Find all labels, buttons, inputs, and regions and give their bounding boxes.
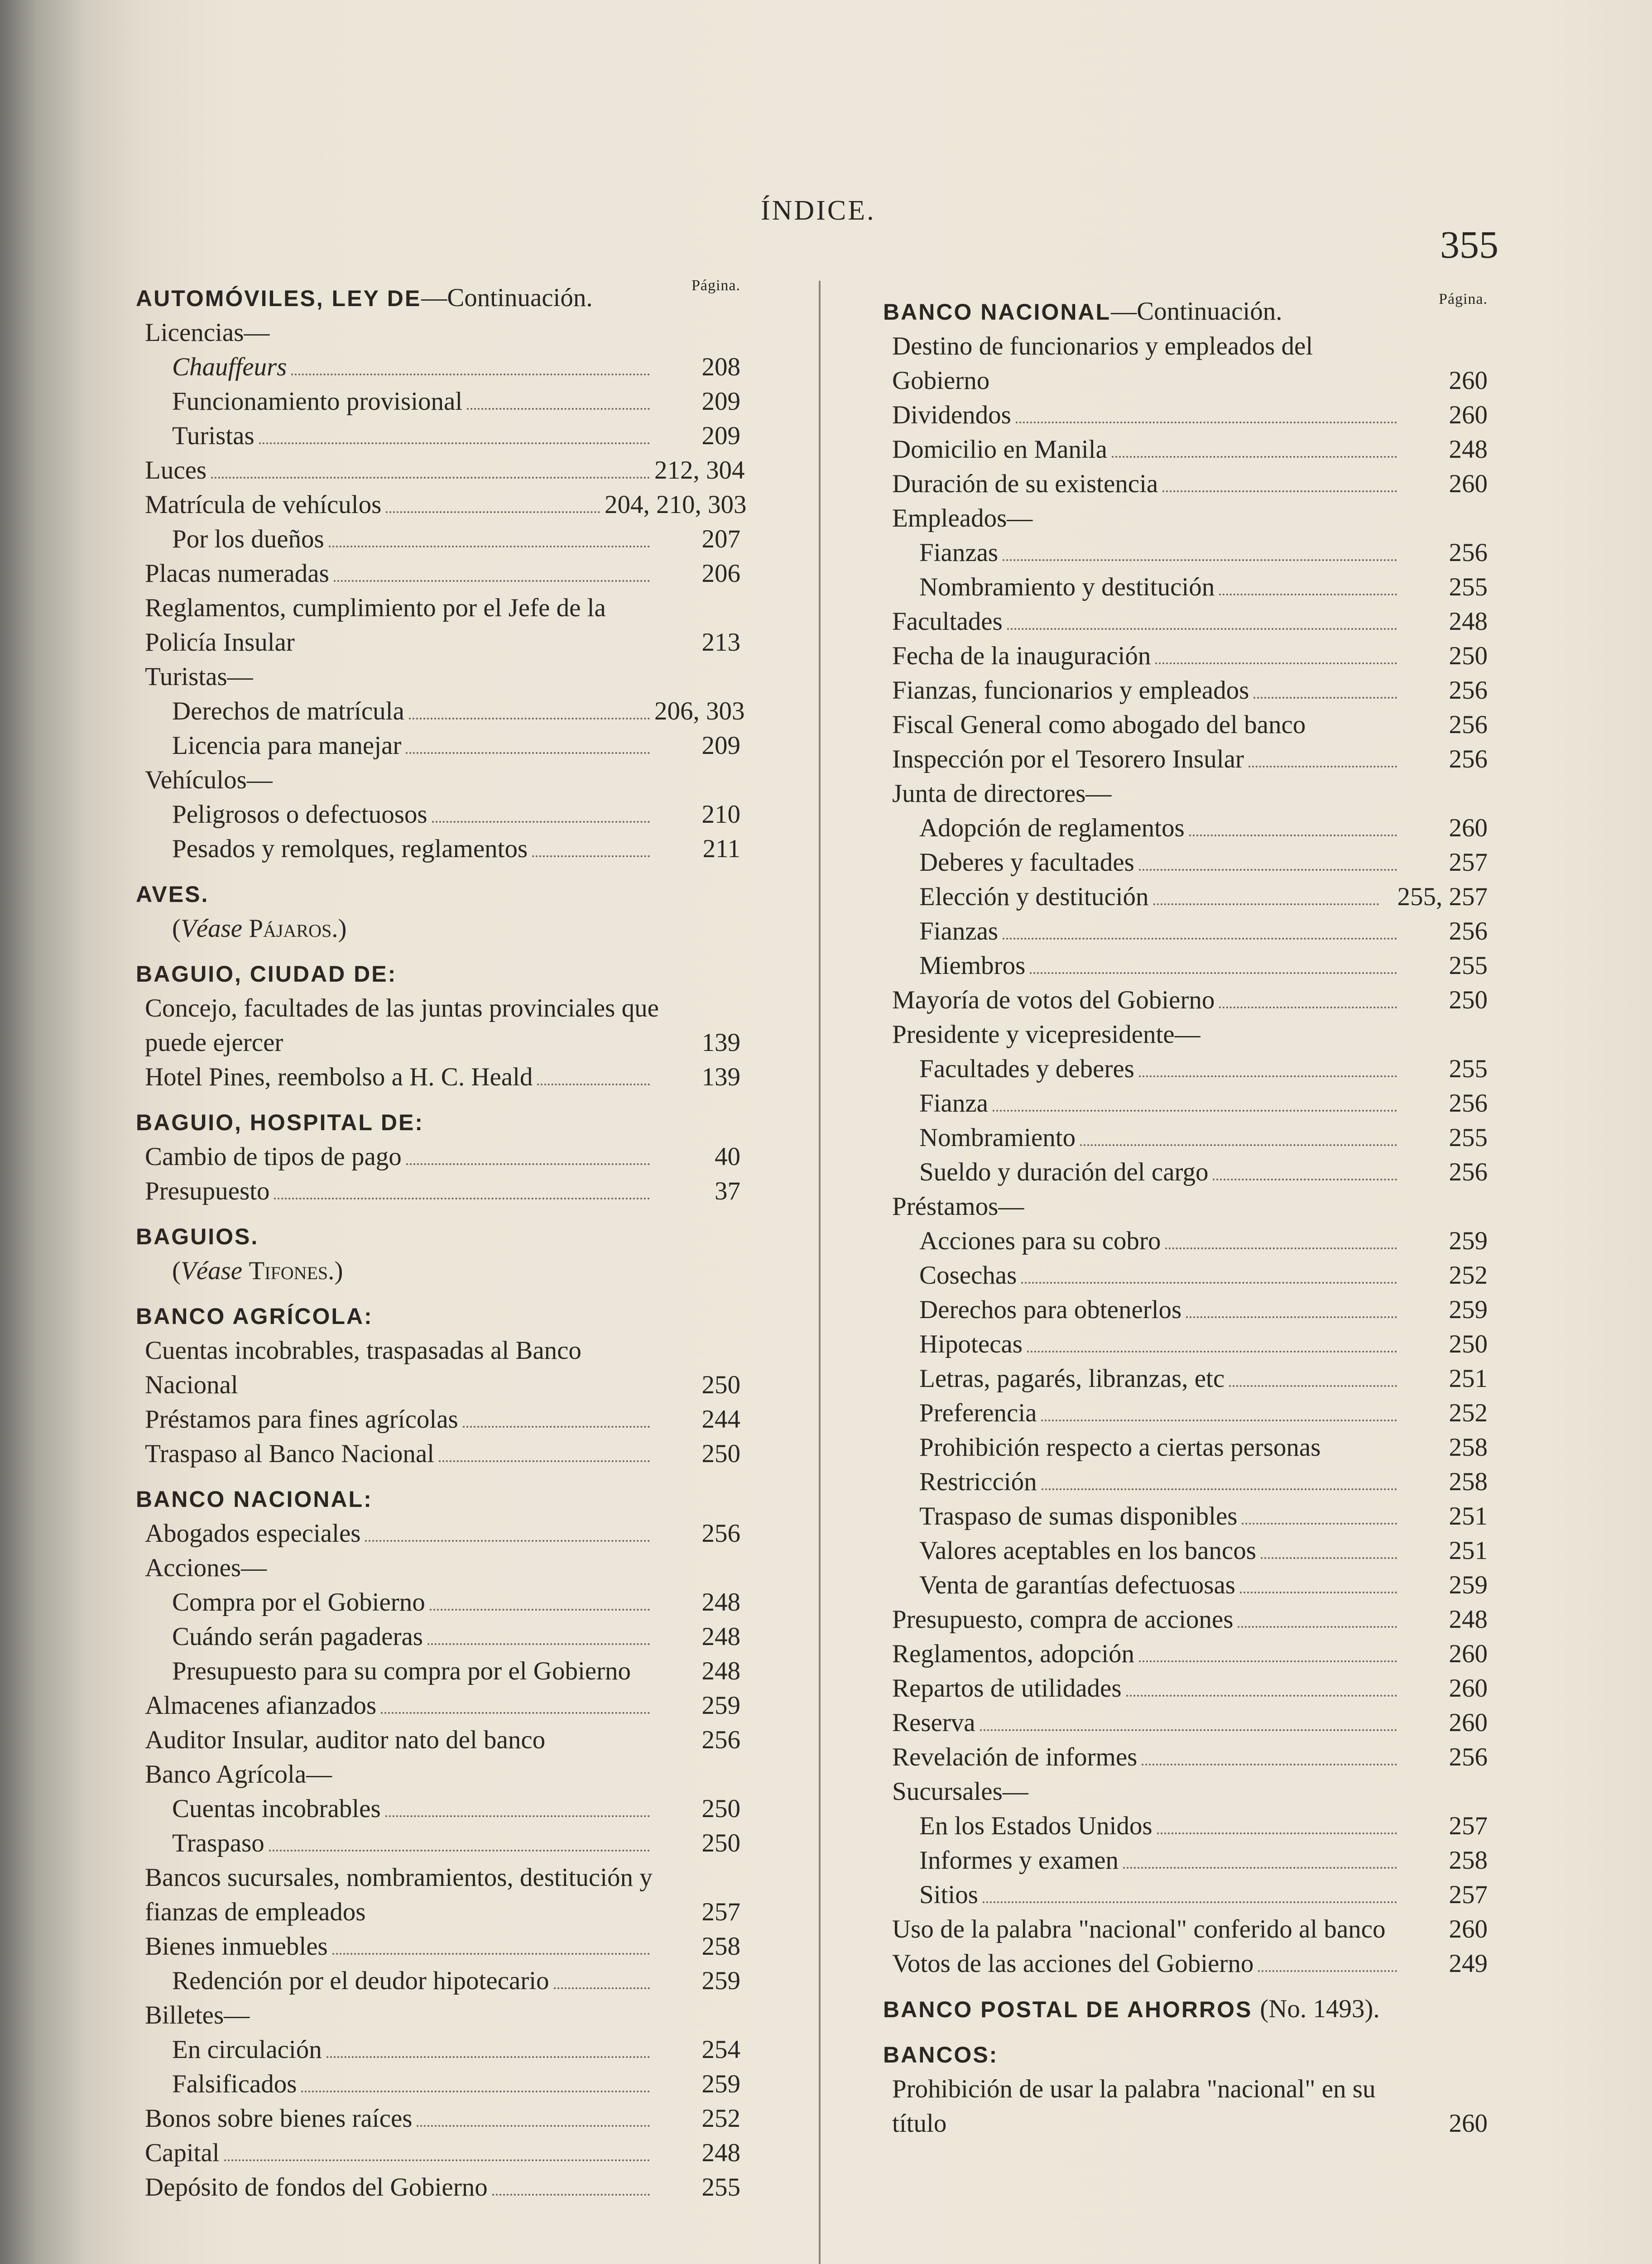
index-entry: Fianzas, funcionarios y empleados 256 xyxy=(892,676,1488,705)
index-entry: Por los dueños 207 xyxy=(172,525,740,553)
pagina-label: Página. xyxy=(691,277,740,294)
index-subheading: Licencias— xyxy=(145,318,270,347)
index-entry: Revelación de informes 256 xyxy=(892,1743,1488,1771)
index-entry: Uso de la palabra "nacional" conferido al banco 260 xyxy=(892,1915,1488,1943)
index-entry: Preferencia 252 xyxy=(919,1399,1488,1427)
index-entry: Venta de garantías defectuosas 259 xyxy=(919,1571,1488,1599)
index-entry: Bancos sucursales, nombramientos, destitución y fianzas de empleados 257 xyxy=(145,1863,740,1926)
index-entry: Facultades 248 xyxy=(892,607,1488,636)
index-entry: Sueldo y duración del cargo 256 xyxy=(919,1158,1488,1186)
index-subheading: Billetes— xyxy=(145,2001,250,2029)
index-heading: BANCO NACIONAL—Continuación. xyxy=(883,297,1282,326)
index-subheading: Acciones— xyxy=(145,1554,267,1582)
index-entry: Valores aceptables en los bancos 251 xyxy=(919,1536,1488,1565)
index-entry: Traspaso de sumas disponibles 251 xyxy=(919,1502,1488,1530)
index-entry: Bonos sobre bienes raíces 252 xyxy=(145,2104,740,2133)
index-entry: Presupuesto, compra de acciones 248 xyxy=(892,1605,1488,1634)
index-entry: Redención por el deudor hipotecario 259 xyxy=(172,1967,740,1995)
index-entry: Turistas 209 xyxy=(172,422,740,450)
index-entry: Licencia para manejar 209 xyxy=(172,731,740,760)
index-entry: Auditor Insular, auditor nato del banco 256 xyxy=(145,1726,740,1754)
index-subheading: Banco Agrícola— xyxy=(145,1760,332,1789)
index-entry: Informes y examen 258 xyxy=(919,1846,1488,1875)
index-entry: Compra por el Gobierno 248 xyxy=(172,1588,740,1616)
index-heading: AVES. xyxy=(136,882,209,907)
index-entry: Dividendos 260 xyxy=(892,401,1488,429)
index-entry: Placas numeradas 206 xyxy=(145,559,740,588)
column-divider xyxy=(819,281,821,2264)
index-entry: Votos de las acciones del Gobierno 249 xyxy=(892,1949,1488,1978)
pagina-label: Página. xyxy=(1438,291,1488,307)
index-entry: Derechos de matrícula 206, 303 xyxy=(172,697,745,725)
index-entry: Elección y destitución 255, 257 xyxy=(919,883,1488,911)
index-entry: Luces 212, 304 xyxy=(145,456,745,484)
index-subheading: Vehículos— xyxy=(145,766,273,794)
page-title: ÍNDICE. xyxy=(761,195,876,226)
index-entry: Repartos de utilidades 260 xyxy=(892,1674,1488,1703)
index-entry: Fecha de la inauguración 250 xyxy=(892,642,1488,670)
index-entry: Traspaso al Banco Nacional 250 xyxy=(145,1439,740,1468)
index-entry: Facultades y deberes 255 xyxy=(919,1055,1488,1083)
index-entry: Presupuesto para su compra por el Gobierno 248 xyxy=(172,1657,740,1685)
index-entry: Hipotecas 250 xyxy=(919,1330,1488,1358)
index-entry: Traspaso 250 xyxy=(172,1829,740,1857)
index-entry: Fiscal General como abogado del banco 256 xyxy=(892,710,1488,739)
index-entry: Acciones para su cobro 259 xyxy=(919,1227,1488,1255)
right-column xyxy=(883,291,1488,2141)
index-subheading: Junta de directores— xyxy=(892,779,1112,808)
index-entry: Reglamentos, cumplimiento por el Jefe de la Policía Insular 213 xyxy=(145,594,740,657)
index-entry: Fianza 256 xyxy=(919,1089,1488,1118)
index-entry: Almacenes afianzados 259 xyxy=(145,1691,740,1720)
index-heading: BANCO AGRÍCOLA: xyxy=(136,1304,373,1329)
index-entry: Nombramiento y destitución 255 xyxy=(919,573,1488,601)
index-entry: En los Estados Unidos 257 xyxy=(919,1812,1488,1840)
index-entry: Adopción de reglamentos 260 xyxy=(919,814,1488,842)
index-entry: Matrícula de vehículos 204, 210, 303 xyxy=(145,490,747,519)
index-entry: Cosechas 252 xyxy=(919,1261,1488,1290)
index-subheading: Presidente y vicepresidente— xyxy=(892,1020,1201,1049)
index-subheading: Empleados— xyxy=(892,504,1033,532)
index-entry: Duración de su existencia 260 xyxy=(892,470,1488,498)
index-entry: Funcionamiento provisional 209 xyxy=(172,387,740,416)
see-also: (Véase Tifones.) xyxy=(172,1257,343,1285)
index-entry: Falsificados 259 xyxy=(172,2070,740,2098)
index-entry: Abogados especiales 256 xyxy=(145,1519,740,1548)
index-entry: Cuándo serán pagaderas 248 xyxy=(172,1622,740,1651)
index-heading: BAGUIO, CIUDAD DE: xyxy=(136,961,397,987)
index-entry: Nombramiento 255 xyxy=(919,1123,1488,1152)
index-entry: Bienes inmuebles 258 xyxy=(145,1932,740,1961)
index-entry: Cambio de tipos de pago 40 xyxy=(145,1142,740,1171)
index-entry: Peligrosos o defectuosos 210 xyxy=(172,800,740,829)
index-entry: Domicilio en Manila 248 xyxy=(892,435,1488,464)
index-entry: Cuentas incobrables, traspasadas al Banco Nacional 250 xyxy=(145,1336,740,1399)
index-entry: Préstamos para fines agrícolas 244 xyxy=(145,1405,740,1434)
index-entry: Presupuesto 37 xyxy=(145,1177,740,1205)
index-heading: BAGUIOS. xyxy=(136,1224,259,1249)
index-entry: Pesados y remolques, reglamentos 211 xyxy=(172,835,740,863)
index-entry: Inspección por el Tesorero Insular 256 xyxy=(892,745,1488,773)
index-entry: Restricción 258 xyxy=(919,1468,1488,1496)
index-subheading: Préstamos— xyxy=(892,1192,1024,1221)
index-entry: Prohibición respecto a ciertas personas 258 xyxy=(919,1433,1488,1462)
index-entry: Derechos para obtenerlos 259 xyxy=(919,1295,1488,1324)
index-entry: Concejo, facultades de las juntas provinciales que puede ejercer 139 xyxy=(145,994,740,1057)
index-entry: Reserva 260 xyxy=(892,1708,1488,1737)
index-entry: Prohibición de usar la palabra "nacional" en su título 260 xyxy=(892,2075,1488,2138)
index-entry: Letras, pagarés, libranzas, etc 251 xyxy=(919,1364,1488,1393)
index-heading: BANCO NACIONAL: xyxy=(136,1487,373,1512)
index-heading: BAGUIO, HOSPITAL DE: xyxy=(136,1110,424,1135)
index-subheading: Sucursales— xyxy=(892,1777,1028,1806)
index-entry: Cuentas incobrables 250 xyxy=(172,1794,740,1823)
index-entry: Fianzas 256 xyxy=(919,917,1488,945)
index-entry: Hotel Pines, reembolso a H. C. Heald 139 xyxy=(145,1063,740,1091)
index-entry: Deberes y facultades 257 xyxy=(919,848,1488,877)
index-entry: Fianzas 256 xyxy=(919,538,1488,567)
index-entry: Chauffeurs 208 xyxy=(172,353,740,381)
see-also: (Véase Pájaros.) xyxy=(172,914,347,943)
index-heading: BANCO POSTAL DE AHORROS (No. 1493). xyxy=(883,1995,1380,2023)
index-entry: En circulación 254 xyxy=(172,2035,740,2064)
left-column xyxy=(136,277,747,2205)
index-entry: Capital 248 xyxy=(145,2139,740,2167)
index-heading: AUTOMÓVILES, LEY DE—Continuación. xyxy=(136,283,593,312)
index-entry: Depósito de fondos del Gobierno 255 xyxy=(145,2173,740,2202)
index-subheading: Turistas— xyxy=(145,662,253,691)
index-entry: Reglamentos, adopción 260 xyxy=(892,1640,1488,1668)
index-entry: Sitios 257 xyxy=(919,1880,1488,1909)
index-entry: Miembros 255 xyxy=(919,951,1488,980)
page-number: 355 xyxy=(1440,223,1498,266)
index-heading: BANCOS: xyxy=(883,2042,999,2067)
index-entry: Mayoría de votos del Gobierno 250 xyxy=(892,986,1488,1014)
index-entry: Destino de funcionarios y empleados del Gobierno 260 xyxy=(892,332,1488,395)
